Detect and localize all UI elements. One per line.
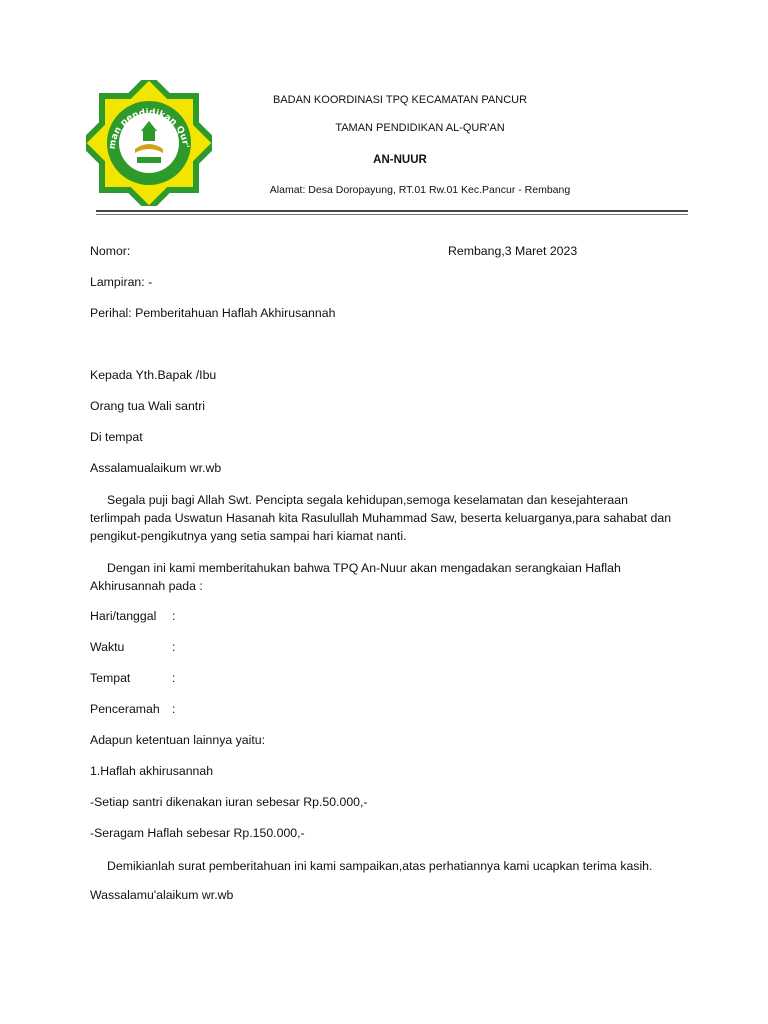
detail-label-waktu: Waktu — [90, 640, 125, 654]
logo-arc-text: man pendidikan Qur' — [107, 107, 190, 150]
closing-paragraph: Demikianlah surat pemberitahuan ini kami sampaikan,atas perhatiannya kami ucapkan terima kasih. — [107, 859, 653, 873]
header-divider-thin — [96, 214, 688, 215]
lampiran-label: Lampiran: - — [90, 275, 153, 289]
closing-greeting: Wassalamu'alaikum wr.wb — [90, 888, 234, 902]
detail-sep-tempat: : — [172, 671, 176, 685]
detail-label-penceramah: Penceramah — [90, 702, 160, 716]
detail-label-tempat: Tempat — [90, 671, 131, 685]
opening-greeting: Assalamualaikum wr.wb — [90, 461, 222, 475]
school-type: TAMAN PENDIDIKAN AL-QUR'AN — [335, 122, 505, 134]
opening-paragraph: Segala puji bagi Allah Swt. Pencipta segala kehidupan,semoga keselamatan dan kesejahteraan terlimpah pada Uswatun Hasanah kita Rasulullah Muhammad Saw, beserta keluarganya,para sahabat dan pengikut-pengikutnya yang setia sampai hari kiamat nanti. — [90, 493, 672, 543]
ketentuan-item: -Seragam Haflah sebesar Rp.150.000,- — [90, 826, 305, 840]
letter-date: Rembang,3 Maret 2023 — [448, 244, 578, 258]
recipient-line-1: Kepada Yth.Bapak /Ibu — [90, 368, 217, 382]
nomor-label: Nomor: — [90, 244, 131, 258]
school-address: Alamat: Desa Doropayung, RT.01 Rw.01 Kec.Pancur - Rembang — [269, 184, 571, 196]
header-divider — [96, 210, 688, 212]
ketentuan-item: 1.Haflah akhirusannah — [90, 764, 214, 778]
school-name: AN-NUUR — [373, 154, 427, 166]
detail-sep-penceramah: : — [172, 702, 176, 716]
org-line: BADAN KOORDINASI TPQ KECAMATAN PANCUR — [272, 94, 528, 106]
recipient-line-3: Di tempat — [90, 430, 143, 444]
detail-label-hari: Hari/tanggal — [90, 609, 157, 623]
detail-sep-hari: : — [172, 609, 176, 623]
ketentuan-intro: Adapun ketentuan lainnya yaitu: — [90, 733, 266, 747]
detail-sep-waktu: : — [172, 640, 176, 654]
ketentuan-item: -Setiap santri dikenakan iuran sebesar Rp.50.000,- — [90, 795, 368, 809]
announcement-paragraph: Dengan ini kami memberitahukan bahwa TPQ An-Nuur akan mengadakan serangkaian Haflah Akhirusannah pada : — [90, 561, 621, 593]
recipient-line-2: Orang tua Wali santri — [90, 399, 206, 413]
perihal-label: Perihal: Pemberitahuan Haflah Akhirusannah — [90, 306, 336, 320]
